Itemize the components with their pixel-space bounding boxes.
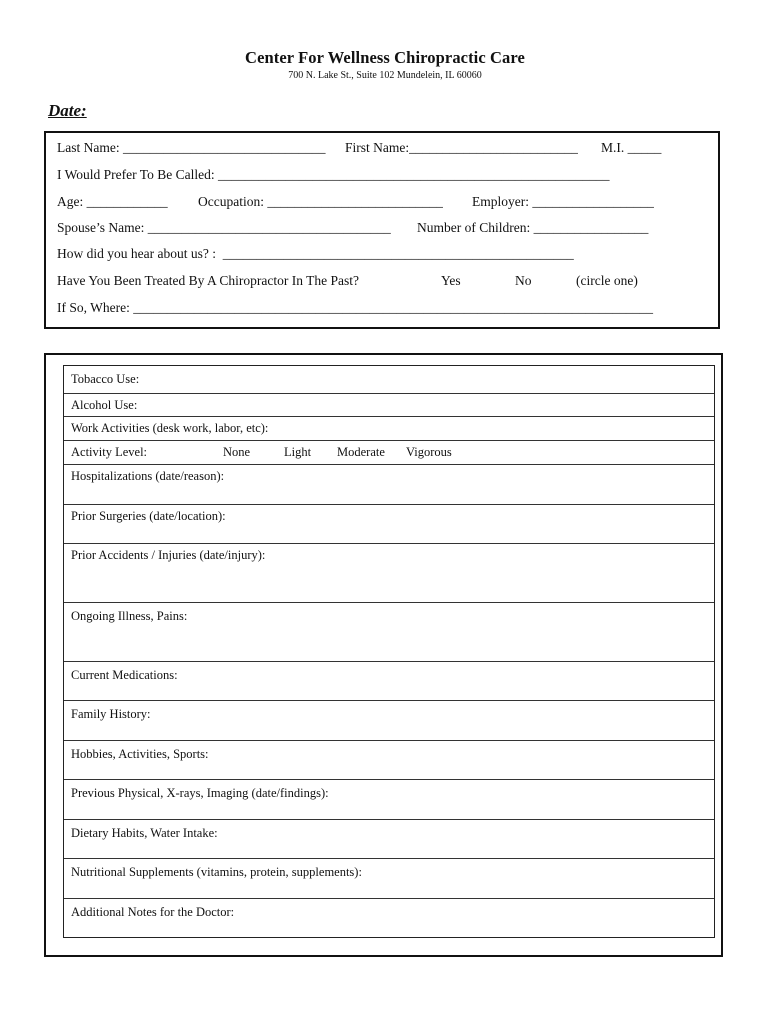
circle-one-note: (circle one): [576, 273, 638, 288]
nutritional-supplements-label: Nutritional Supplements (vitamins, protein, supplements):: [71, 865, 362, 879]
age-occupation-line: [57, 194, 654, 210]
hobbies-row[interactable]: [64, 741, 714, 780]
preferred-name-label: I Would Prefer To Be Called: __________________________________________________________: [57, 167, 610, 182]
current-medications-row[interactable]: [64, 662, 714, 701]
ongoing-illness-label: Ongoing Illness, Pains:: [71, 609, 188, 623]
activity-level-row: [64, 441, 714, 465]
health-history-table: [63, 365, 715, 938]
hobbies-label: Hobbies, Activities, Sports:: [71, 747, 209, 761]
children-count-field[interactable]: Number of Children: _________________: [417, 220, 649, 235]
work-activities-label: Work Activities (desk work, labor, etc):: [71, 421, 269, 435]
yes-option[interactable]: Yes: [441, 273, 461, 288]
spouse-line: [57, 220, 649, 236]
alcohol-label: Alcohol Use:: [71, 398, 138, 412]
family-history-label: Family History:: [71, 707, 151, 721]
prior-chiropractor-line: [57, 273, 638, 289]
tobacco-row[interactable]: [64, 366, 714, 394]
dietary-habits-row[interactable]: [64, 820, 714, 859]
hospitalizations-row[interactable]: [64, 465, 714, 505]
middle-initial-field[interactable]: M.I. _____: [601, 140, 662, 155]
current-medications-label: Current Medications:: [71, 668, 178, 682]
activity-moderate-option[interactable]: Moderate: [337, 445, 385, 459]
last-name-field[interactable]: Last Name: ______________________________: [57, 140, 326, 155]
referral-source-label: How did you hear about us? : ____________________________________________________: [57, 246, 574, 261]
additional-notes-label: Additional Notes for the Doctor:: [71, 905, 235, 919]
alcohol-row[interactable]: [64, 394, 714, 417]
family-history-row[interactable]: [64, 701, 714, 741]
personal-info-section: [44, 131, 720, 329]
activity-level-label: Activity Level:: [71, 445, 148, 459]
activity-light-option[interactable]: Light: [284, 445, 312, 459]
clinic-title: Center For Wellness Chiropractic Care: [245, 48, 525, 67]
prior-chiropractor-where-label: If So, Where: _____________________________________________________________________________: [57, 300, 653, 315]
previous-physical-row[interactable]: [64, 780, 714, 820]
additional-notes-row[interactable]: [64, 899, 714, 937]
clinic-address: 700 N. Lake St., Suite 102 Mundelein, IL 60060: [288, 70, 482, 81]
prior-accidents-row[interactable]: [64, 544, 714, 603]
prior-chiropractor-question: Have You Been Treated By A Chiropractor In The Past?: [57, 273, 359, 288]
prior-chiropractor-where-field[interactable]: [57, 300, 653, 316]
prior-surgeries-label: Prior Surgeries (date/location):: [71, 509, 226, 523]
hospitalizations-label: Hospitalizations (date/reason):: [71, 469, 225, 483]
activity-none-option[interactable]: None: [223, 445, 251, 459]
name-line: [57, 140, 662, 156]
no-option[interactable]: No: [515, 273, 532, 288]
spouse-name-field[interactable]: Spouse’s Name: ____________________________________: [57, 220, 391, 235]
date-label: Date:: [48, 101, 87, 120]
health-history-section: [44, 353, 723, 957]
activity-vigorous-option[interactable]: Vigorous: [406, 445, 452, 459]
employer-field[interactable]: Employer: __________________: [472, 194, 654, 209]
preferred-name-field[interactable]: [57, 167, 609, 183]
prior-surgeries-row[interactable]: [64, 505, 714, 544]
referral-source-field[interactable]: [57, 246, 574, 262]
tobacco-label: Tobacco Use:: [71, 372, 140, 386]
age-field[interactable]: Age: ____________: [57, 194, 168, 209]
dietary-habits-label: Dietary Habits, Water Intake:: [71, 826, 218, 840]
first-name-field[interactable]: First Name:_________________________: [345, 140, 578, 155]
work-activities-row[interactable]: [64, 417, 714, 441]
prior-accidents-label: Prior Accidents / Injuries (date/injury):: [71, 548, 266, 562]
ongoing-illness-row[interactable]: [64, 603, 714, 662]
nutritional-supplements-row[interactable]: [64, 859, 714, 899]
previous-physical-label: Previous Physical, X-rays, Imaging (date/findings):: [71, 786, 329, 800]
occupation-field[interactable]: Occupation: __________________________: [198, 194, 443, 209]
